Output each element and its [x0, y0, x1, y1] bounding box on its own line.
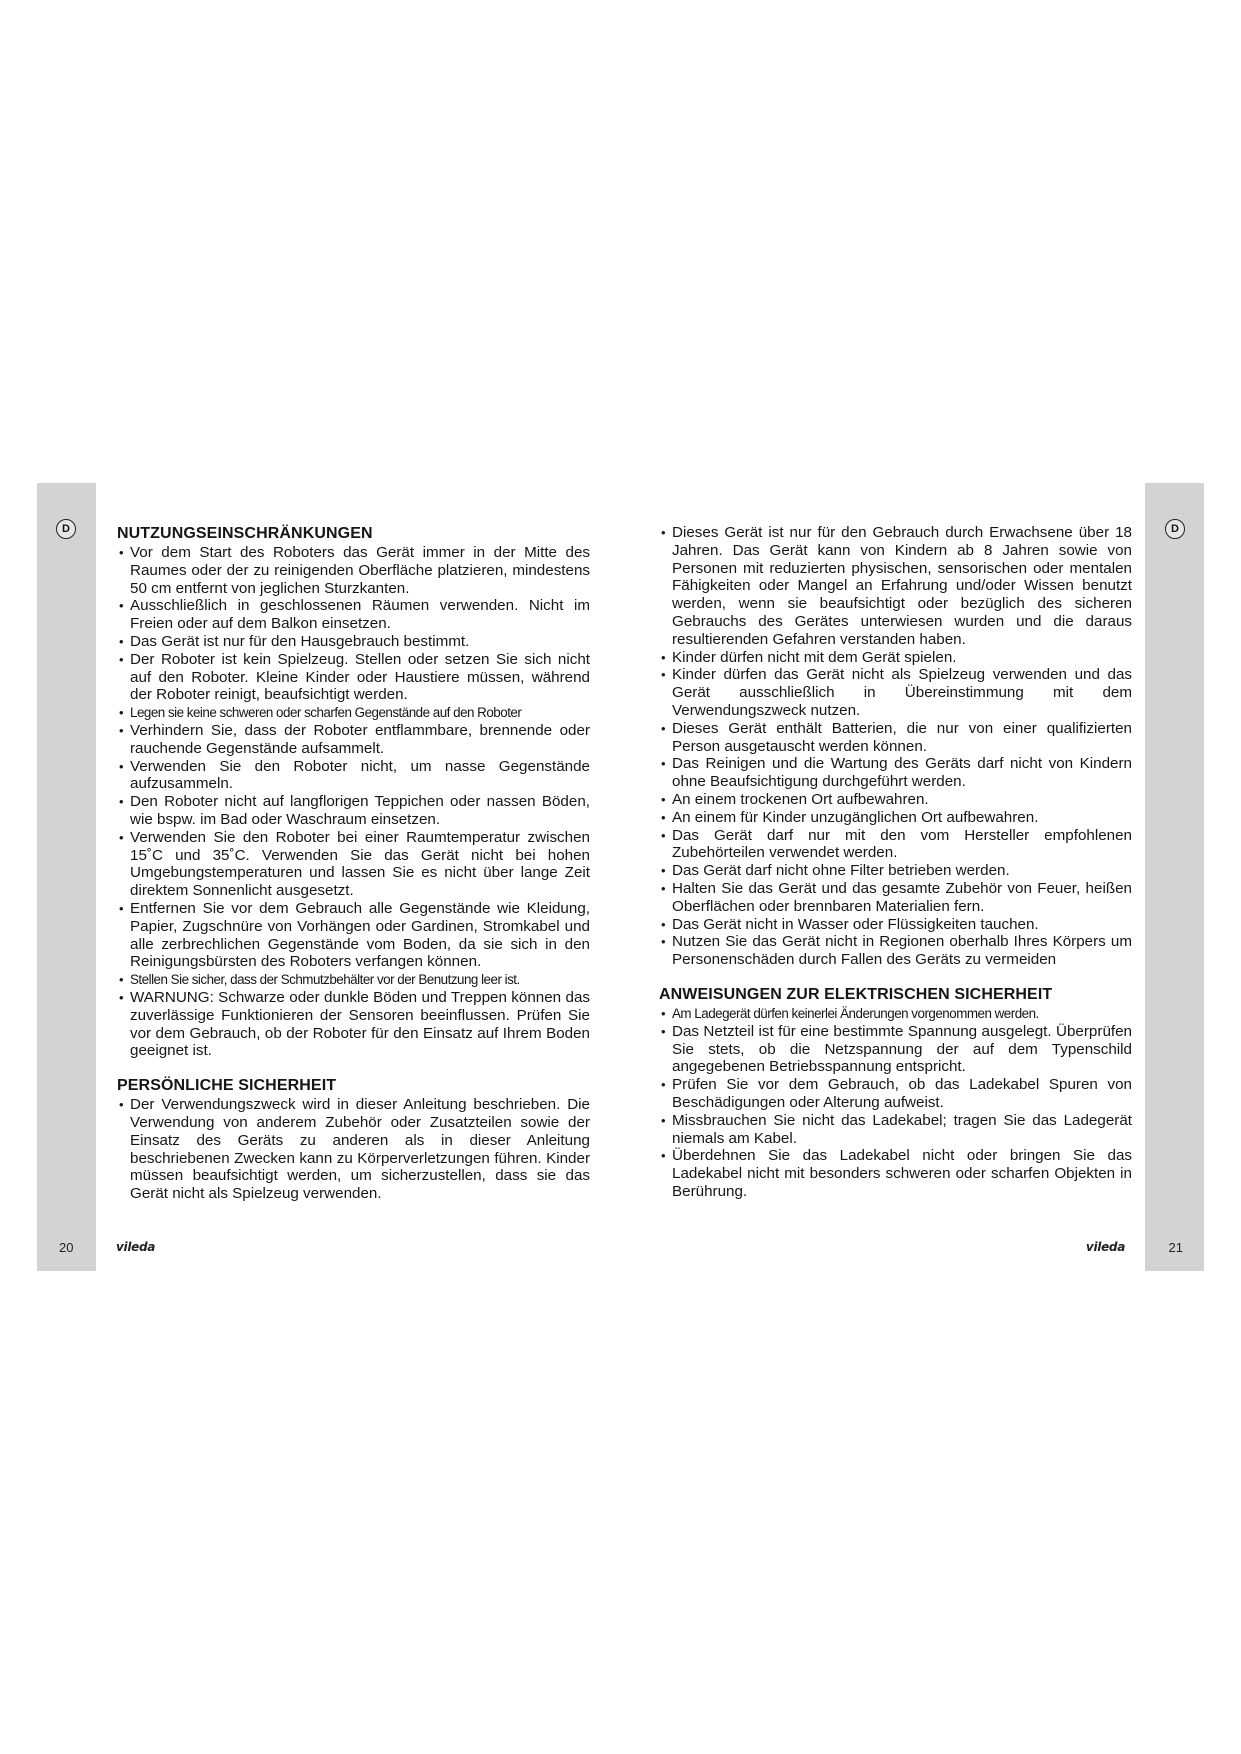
list-item: • Dieses Gerät enthält Batterien, die nur von einer qualifizierten Person ausgetauscht werden können. [659, 720, 1132, 756]
list-item: • Den Roboter nicht auf langflorigen Teppichen oder nassen Böden, wie bspw. im Bad oder Waschraum einsetzen. [117, 793, 590, 829]
right-margin-strip [1145, 483, 1204, 1271]
list-item: • Stellen Sie sicher, dass der Schmutzbehälter vor der Benutzung leer ist. [117, 971, 590, 989]
vileda-logo-left: vileda [116, 1240, 156, 1254]
section-heading-personal-safety: PERSÖNLICHE SICHERHEIT [117, 1077, 337, 1095]
list-item: • Kinder dürfen das Gerät nicht als Spielzeug verwenden und das Gerät ausschließlich in Übereinstimmung mit dem Verwendungszweck nutzen. [659, 666, 1132, 719]
list-item: • Entfernen Sie vor dem Gebrauch alle Gegenstände wie Kleidung, Papier, Zugschnüre von Vorhängen oder Gardinen, Stromkabel und alle zerbrechlichen Gegenstände vom Boden, da sie sich in den Reinigungsbürsten des Roboters verfangen können. [117, 900, 590, 971]
list-item: • Nutzen Sie das Gerät nicht in Regionen oberhalb Ihres Körpers um Personenschäden durch Fallen des Geräts zu vermeiden [659, 933, 1132, 969]
left-page-content [117, 524, 590, 1203]
list-item: • Verhindern Sie, dass der Roboter entflammbare, brennende oder rauchende Gegenstände aufsammelt. [117, 722, 590, 758]
list-item: • Verwenden Sie den Roboter bei einer Raumtemperatur zwischen 15˚C und 35˚C. Verwenden Sie das Gerät nicht bei hohen Umgebungstemperaturen und lassen Sie es nicht über lange Zeit direktem Sonnenlicht ausgesetzt. [117, 829, 590, 900]
manual-spread [37, 483, 1204, 1271]
list-item: • Dieses Gerät ist nur für den Gebrauch durch Erwachsene über 18 Jahren. Das Gerät kann von Kindern ab 8 Jahren sowie von Personen mit reduzierten physischen, sensorischen oder mentalen Fähigkeiten oder Mangel an Erfahrung und/oder Wissen benutzt werden, wenn sie beaufsichtigt oder bezüglich des sicheren Gebrauchs des Gerätes unterwiesen wurden und die daraus resultierenden Gefahren verstanden haben. [659, 524, 1132, 649]
list-item: • Das Gerät darf nur mit den vom Hersteller empfohlenen Zubehörteilen verwendet werden. [659, 827, 1132, 863]
personal-safety-list [117, 1096, 590, 1203]
right-page-content [659, 524, 1132, 1201]
list-item: • Das Gerät nicht in Wasser oder Flüssigkeiten tauchen. [659, 916, 1132, 934]
list-item: • WARNUNG: Schwarze oder dunkle Böden und Treppen können das zuverlässige Funktionieren der Sensoren beeinflussen. Prüfen Sie vor dem Gebrauch, ob der Roboter für den Einsatz auf Ihrem Boden geeignet ist. [117, 989, 590, 1060]
vileda-logo-right: vileda [1085, 1240, 1125, 1254]
usage-restrictions-list [117, 544, 590, 1060]
list-item: • Der Verwendungszweck wird in dieser Anleitung beschrieben. Die Verwendung von anderem Zubehör oder Zusatzteilen sowie der Einsatz des Geräts zu anderen als in dieser Anleitung beschriebenen Zwecken kann zu Körperverletzungen führen. Kinder müssen beaufsichtigt werden, um sicherzustellen, dass sie das Gerät nicht als Spielzeug verwenden. [117, 1096, 590, 1203]
list-item: • Überdehnen Sie das Ladekabel nicht oder bringen Sie das Ladekabel nicht mit besonders schweren oder scharfen Objekten in Berührung. [659, 1147, 1132, 1200]
general-safety-list [659, 524, 1132, 969]
list-item: • Missbrauchen Sie nicht das Ladekabel; tragen Sie das Ladegerät niemals am Kabel. [659, 1112, 1132, 1148]
list-item: • Kinder dürfen nicht mit dem Gerät spielen. [659, 649, 1132, 667]
list-item: • Das Netzteil ist für eine bestimmte Spannung ausgelegt. Überprüfen Sie stets, ob die Netzspannung der auf dem Typenschild angegebenen Betriebsspannung entspricht. [659, 1023, 1132, 1076]
list-item: • Ausschließlich in geschlossenen Räumen verwenden. Nicht im Freien oder auf dem Balkon einsetzen. [117, 597, 590, 633]
language-badge-right: D [1165, 519, 1185, 539]
list-item: • Das Reinigen und die Wartung des Geräts darf nicht von Kindern ohne Beaufsichtigung durchgeführt werden. [659, 755, 1132, 791]
section-heading-usage-restrictions: NUTZUNGSEINSCHRÄNKUNGEN [117, 525, 373, 542]
list-item: • Der Roboter ist kein Spielzeug. Stellen oder setzen Sie sich nicht auf den Roboter. Kleine Kinder oder Haustiere müssen, während der Roboter reinigt, beaufsichtigt werden. [117, 651, 590, 704]
language-badge-left: D [56, 519, 76, 539]
electrical-safety-list [659, 1005, 1132, 1201]
list-item: • Vor dem Start des Roboters das Gerät immer in der Mitte des Raumes oder der zu reinigenden Oberfläche platzieren, mindestens 50 cm entfernt von jeglichen Sturzkanten. [117, 544, 590, 597]
page-number-left: 20 [59, 1240, 74, 1255]
list-item: • Legen sie keine schweren oder scharfen Gegenstände auf den Roboter [117, 704, 590, 722]
list-item: • Prüfen Sie vor dem Gebrauch, ob das Ladekabel Spuren von Beschädigungen oder Alterung aufweist. [659, 1076, 1132, 1112]
left-margin-strip [37, 483, 96, 1271]
list-item: • An einem trockenen Ort aufbewahren. [659, 791, 1132, 809]
list-item: • An einem für Kinder unzugänglichen Ort aufbewahren. [659, 809, 1132, 827]
list-item: • Am Ladegerät dürfen keinerlei Änderungen vorgenommen werden. [659, 1005, 1132, 1023]
list-item: • Das Gerät ist nur für den Hausgebrauch bestimmt. [117, 633, 590, 651]
list-item: • Das Gerät darf nicht ohne Filter betrieben werden. [659, 862, 1132, 880]
section-heading-electrical-safety: ANWEISUNGEN ZUR ELEKTRISCHEN SICHERHEIT [659, 985, 1053, 1003]
page-number-right: 21 [1168, 1240, 1183, 1255]
list-item: • Halten Sie das Gerät und das gesamte Zubehör von Feuer, heißen Oberflächen oder brennbaren Materialien fern. [659, 880, 1132, 916]
list-item: • Verwenden Sie den Roboter nicht, um nasse Gegenstände aufzusammeln. [117, 758, 590, 794]
